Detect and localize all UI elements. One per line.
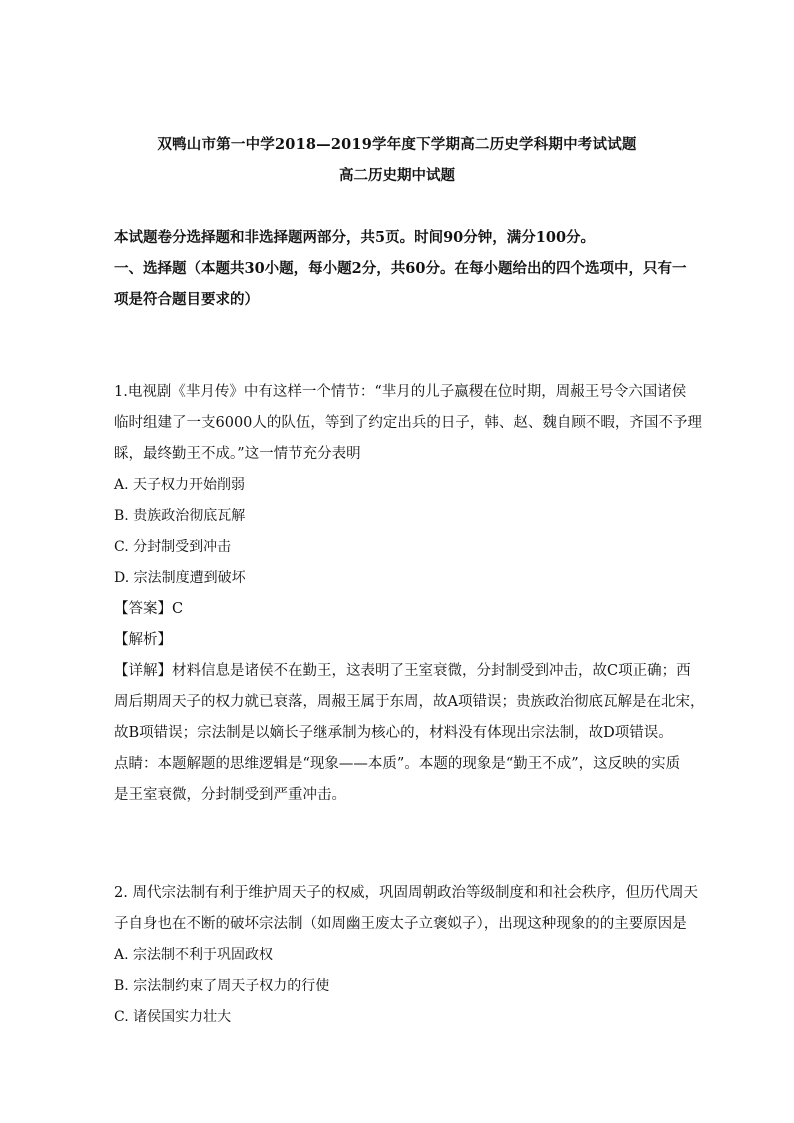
document-subtitle: 高二历史期中试题 xyxy=(339,167,455,184)
q2-option-c: C. 诸侯国实力壮大 xyxy=(114,1009,232,1025)
document-title: 双鸭山市第一中学2018—2019学年度下学期高二历史学科期中考试试题 xyxy=(157,136,637,153)
q1-answer: 【答案】C xyxy=(114,601,184,617)
intro-text: 本试题卷分选择题和非选择题两部分，共5页。时间90分钟，满分100分。 xyxy=(114,229,596,246)
question-2 xyxy=(114,878,698,1033)
q1-detail-line: 【详解】材料信息是诸侯不在勤王，这表明了王室衰微，分封制受到冲击，故C项正确；西 xyxy=(114,663,691,679)
q1-detail-line: 周后期周天子的权力就已衰落，周赧王属于东周，故A项错误；贵族政治彻底瓦解是在北宋， xyxy=(114,694,705,710)
q1-comment-line: 是王室衰微，分封制受到严重冲击。 xyxy=(114,787,346,803)
q1-option-b: B. 贵族政治彻底瓦解 xyxy=(114,508,246,524)
q1-option-d: D. 宗法制度遭到破坏 xyxy=(114,570,246,586)
q1-analysis-label: 【解析】 xyxy=(114,632,172,648)
section-heading-line2: 项是符合题目要求的） xyxy=(114,291,259,308)
q2-stem-line: 子自身也在不断的破坏宗法制（如周幽王废太子立褒姒子），出现这种现象的的主要原因是 xyxy=(114,916,687,932)
q1-option-c: C. 分封制受到冲击 xyxy=(114,539,232,555)
q2-option-a: A. 宗法制不利于巩固政权 xyxy=(114,947,274,963)
q1-stem-line: 1.电视剧《芈月传》中有这样一个情节：“芈月的儿子嬴稷在位时期，周赧王号令六国诸侯 xyxy=(114,384,687,400)
question-1 xyxy=(114,377,705,811)
q1-detail-line: 故B项错误；宗法制是以嫡长子继承制为核心的，材料没有体现出宗法制，故D项错误。 xyxy=(114,725,673,741)
q1-stem-line: 睬，最终勤王不成。”这一情节充分表明 xyxy=(114,446,361,462)
intro-block xyxy=(114,222,686,315)
q1-comment-line: 点睛：本题解题的思维逻辑是“现象——本质”。本题的现象是“勤王不成”，这反映的实质 xyxy=(114,756,681,772)
section-heading-line1: 一、选择题（本题共30小题，每小题2分，共60分。在每小题给出的四个选项中，只有一 xyxy=(114,260,687,277)
q1-option-a: A. 天子权力开始削弱 xyxy=(114,477,246,493)
q2-option-b: B. 宗法制约束了周天子权力的行使 xyxy=(114,978,330,994)
q1-stem-line: 临时组建了一支6000人的队伍，等到了约定出兵的日子，韩、赵、魏自顾不暇，齐国不予理 xyxy=(114,415,702,431)
q2-stem-line: 2. 周代宗法制有利于维护周天子的权威，巩固周朝政治等级制度和和社会秩序，但历代周天 xyxy=(114,885,698,901)
